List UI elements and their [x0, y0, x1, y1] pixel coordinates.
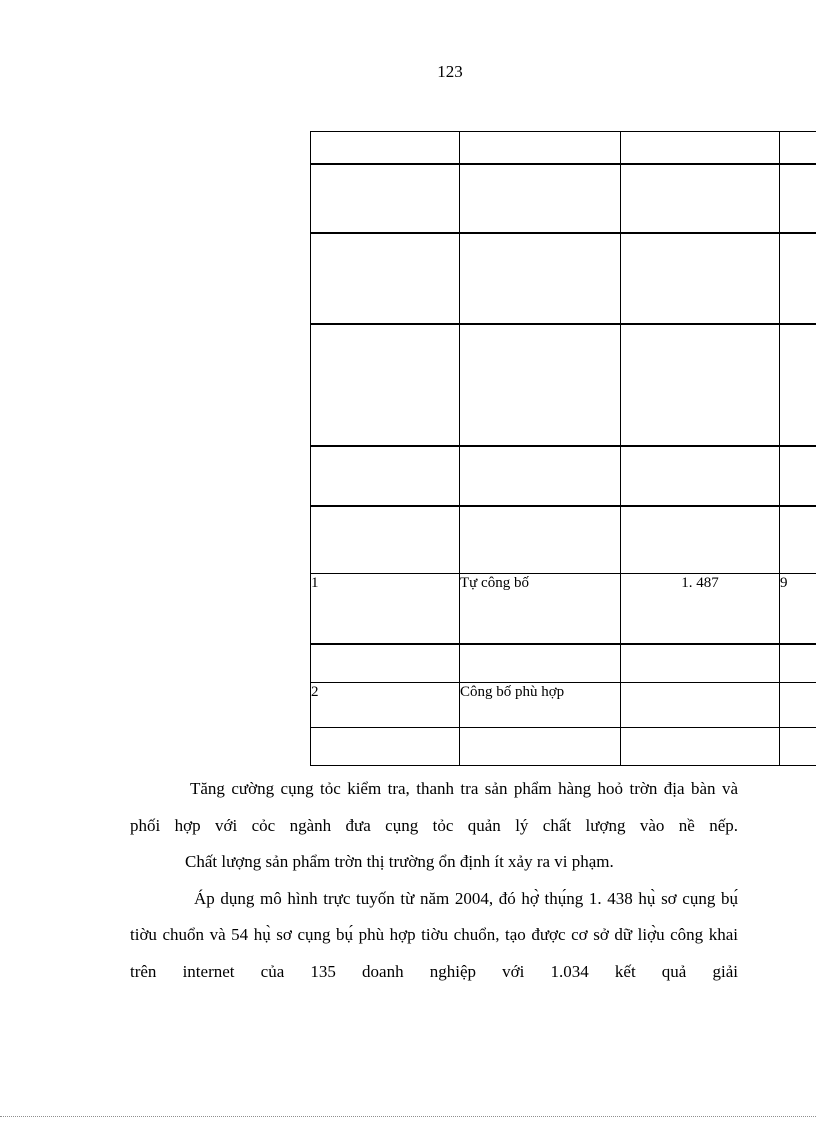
table-row — [311, 506, 816, 574]
table-row — [311, 233, 816, 324]
table-cell — [621, 644, 780, 683]
table-cell — [460, 644, 621, 683]
table-cell: 9 — [780, 574, 816, 644]
table-cell — [621, 324, 780, 446]
table-cell — [621, 164, 780, 233]
table-row — [311, 683, 816, 728]
page-number: 123 — [437, 62, 463, 81]
table-cell — [780, 164, 816, 233]
table-cell — [460, 324, 621, 446]
table-cell — [311, 644, 460, 683]
data-table — [310, 131, 816, 766]
table-cell: 2 — [311, 683, 460, 728]
table-cell — [311, 728, 460, 766]
table-cell — [780, 132, 816, 164]
page-bottom-dotted-line — [0, 1116, 816, 1117]
table-cell — [460, 164, 621, 233]
table-cell — [460, 446, 621, 506]
table-cell — [621, 233, 780, 324]
table-cell — [311, 164, 460, 233]
table-cell — [311, 446, 460, 506]
table-row — [311, 574, 816, 644]
table-cell — [780, 644, 816, 683]
table-cell — [621, 728, 780, 766]
table-cell — [780, 233, 816, 324]
table-cell: Tự công bố — [460, 574, 621, 644]
table-row — [311, 728, 816, 766]
table-cell — [621, 683, 780, 728]
table-cell — [780, 506, 816, 574]
paragraph: Chất lượng sản phẩm trờn thị trường ổn định ít xảy ra vi phạm. — [185, 852, 614, 871]
table-row — [311, 132, 816, 164]
table-cell — [621, 132, 780, 164]
table-row — [311, 324, 816, 446]
table-cell — [780, 728, 816, 766]
table-cell — [621, 446, 780, 506]
table-cell — [780, 683, 816, 728]
paragraph: Tăng cường cụng tỏc kiểm tra, thanh tra sản phẩm hàng hoỏ trờn địa bàn và phối hợp với cỏc ngành đưa cụng tỏc quản lý chất lượng vào nề nếp. — [130, 779, 738, 835]
table-cell — [780, 446, 816, 506]
table-row — [311, 446, 816, 506]
table-cell — [311, 506, 460, 574]
table-cell — [780, 324, 816, 446]
data-table-container — [310, 131, 816, 766]
table-cell — [460, 233, 621, 324]
table-cell — [621, 506, 780, 574]
table-cell: 1. 487 — [621, 574, 780, 644]
table-row — [311, 644, 816, 683]
paragraph: Áp dụng mô hình trực tuyốn từ năm 2004, đó hợ̀ thụ́ng 1. 438 hụ̀ sơ cụng bụ́ tiờu chuổn và 54 hụ̀ sơ cụng bụ́ phù hợp tiờu chuổn, tạo được cơ sở dữ liợ̀u công khai trên internet của 135 doanh nghiệp với 1.034 kết quả giải — [130, 888, 738, 981]
table-cell — [311, 324, 460, 446]
table-cell — [311, 132, 460, 164]
table-cell — [311, 233, 460, 324]
table-cell — [460, 132, 621, 164]
table-cell: Công bố phù hợp — [460, 683, 621, 728]
table-cell — [460, 728, 621, 766]
body-text — [130, 771, 738, 990]
table-cell — [460, 506, 621, 574]
table-cell: 1 — [311, 574, 460, 644]
table-row — [311, 164, 816, 233]
